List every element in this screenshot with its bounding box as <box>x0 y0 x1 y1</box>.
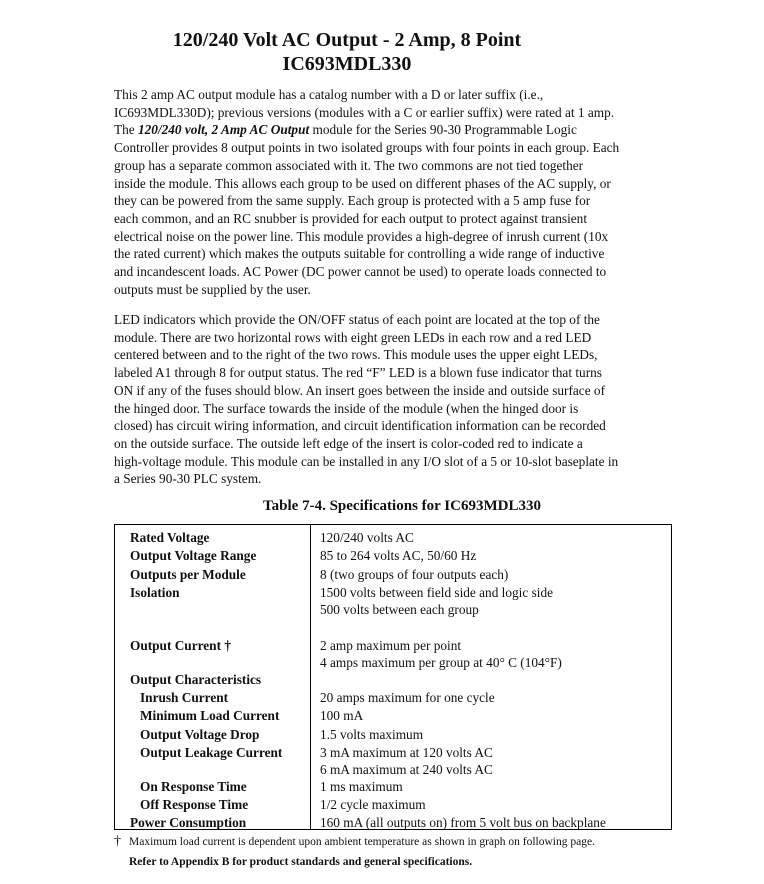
text-line: Controller provides 8 output points in two isolated groups with four points in each group. Each <box>114 140 620 156</box>
text-line: inside the module. This allows each group to be used on different phases of the AC supply, or <box>114 175 611 191</box>
spec-value: 1 ms maximum <box>320 779 403 794</box>
text-line <box>114 121 694 139</box>
spec-label: Output Current † <box>130 638 231 653</box>
text-line: centered between and to the right of the two rows. This module uses the upper eight LEDs, <box>114 347 598 363</box>
spec-value: 20 amps maximum for one cycle <box>320 690 495 705</box>
spec-value: 160 mA (all outputs on) from 5 volt bus on backplane <box>320 815 606 830</box>
spec-value: 3 mA maximum at 120 volts AC <box>320 745 493 760</box>
text-line: outputs must be supplied by the user. <box>114 281 311 297</box>
text-line: group has a separate common associated with it. The two commons are not tied together <box>114 157 584 173</box>
text-line: electrical noise on the power line. This module provides a high-degree of inrush current (10x <box>114 228 609 244</box>
text-line: labeled A1 through 8 for output status. The red “F” LED is a blown fuse indicator that turns <box>114 365 602 381</box>
appendix-reference-note: Refer to Appendix B for product standards and general specifications. <box>129 856 473 868</box>
spec-value-group <box>320 744 493 778</box>
text-line: This 2 amp AC output module has a catalog number with a D or later suffix (i.e., <box>114 87 544 102</box>
spec-value: 1500 volts between field side and logic side <box>320 585 554 600</box>
text-line: ON if any of the fuses should blow. An insert goes between the inside and outside surface of <box>114 382 606 398</box>
spec-label: Power Consumption <box>130 815 247 830</box>
spec-label: Inrush Current <box>140 690 229 705</box>
spec-value: 4 amps maximum per group at 40° C (104°F) <box>320 655 562 670</box>
column-divider <box>310 525 311 829</box>
spec-label: On Response Time <box>140 779 247 794</box>
spec-label: Minimum Load Current <box>140 708 280 723</box>
text-line: closed) has circuit wiring information, and circuit identification information can be recorded <box>114 418 606 434</box>
text-line: module. There are two horizontal rows with eight green LEDs in each row and a red LED <box>114 329 592 345</box>
spec-value: 1/2 cycle maximum <box>320 797 426 812</box>
spec-label: Isolation <box>130 585 180 600</box>
spec-label: Off Response Time <box>140 797 249 812</box>
spec-value-group <box>320 584 553 618</box>
intro-paragraph <box>114 86 694 298</box>
text-line: they can be powered from the same supply. Each group is protected with a 5 amp fuse for <box>114 193 591 209</box>
spec-value: 8 (two groups of four outputs each) <box>320 567 509 582</box>
spec-section-label: Output Characteristics <box>130 672 262 687</box>
footnote <box>114 834 714 850</box>
text-line: each common, and an RC snubber is provided for each output to protect against transient <box>114 210 588 226</box>
spec-value-group <box>320 637 562 671</box>
dagger-symbol: † <box>114 834 121 849</box>
text-line: on the outside surface. The outside left edge of the insert is color-coded red to indicate a <box>114 435 583 451</box>
text-line: high-voltage module. This module can be installed in any I/O slot of a 5 or 10-slot baseplate in <box>114 453 619 469</box>
table-caption: Table 7-4. Specifications for IC693MDL330 <box>263 498 541 514</box>
spec-value: 6 mA maximum at 240 volts AC <box>320 762 493 777</box>
spec-value: 85 to 264 volts AC, 50/60 Hz <box>320 548 477 563</box>
page-subtitle-catalog-number: IC693MDL330 <box>282 53 412 75</box>
spec-value: 500 volts between each group <box>320 602 479 617</box>
emphasized-module-name: 120/240 volt, 2 Amp AC Output <box>138 122 310 138</box>
spec-label: Rated Voltage <box>130 530 210 545</box>
text-line: the hinged door. The surface towards the inside of the module (when the hinged door is <box>114 400 579 416</box>
text-run: The <box>114 122 138 138</box>
spec-label: Output Voltage Drop <box>140 727 260 742</box>
text-line: IC693MDL330D); previous versions (modules with a C or earlier suffix) were rated at 1 amp. <box>114 104 615 120</box>
spec-label: Output Leakage Current <box>140 745 283 760</box>
text-line: a Series 90-30 PLC system. <box>114 471 262 487</box>
text-run: module for the Series 90-30 Programmable Logic <box>309 122 577 138</box>
led-indicators-paragraph <box>114 311 694 488</box>
page-title: 120/240 Volt AC Output - 2 Amp, 8 Point <box>172 29 522 51</box>
text-line: and incandescent loads. AC Power (DC power cannot be used) to operate loads connected to <box>114 264 607 280</box>
spec-value: 100 mA <box>320 708 364 723</box>
text-line: the rated current) which makes the outputs suitable for controlling a wide range of inductive <box>114 246 605 262</box>
specifications-table <box>114 524 672 830</box>
spec-value: 2 amp maximum per point <box>320 638 462 653</box>
spec-value: 1.5 volts maximum <box>320 727 424 742</box>
footnote-text: Maximum load current is dependent upon ambient temperature as shown in graph on following page. <box>129 836 595 848</box>
text-line: LED indicators which provide the ON/OFF status of each point are located at the top of the <box>114 312 600 327</box>
spec-label: Outputs per Module <box>130 567 246 582</box>
spec-label: Output Voltage Range <box>130 548 257 563</box>
spec-value: 120/240 volts AC <box>320 530 414 545</box>
